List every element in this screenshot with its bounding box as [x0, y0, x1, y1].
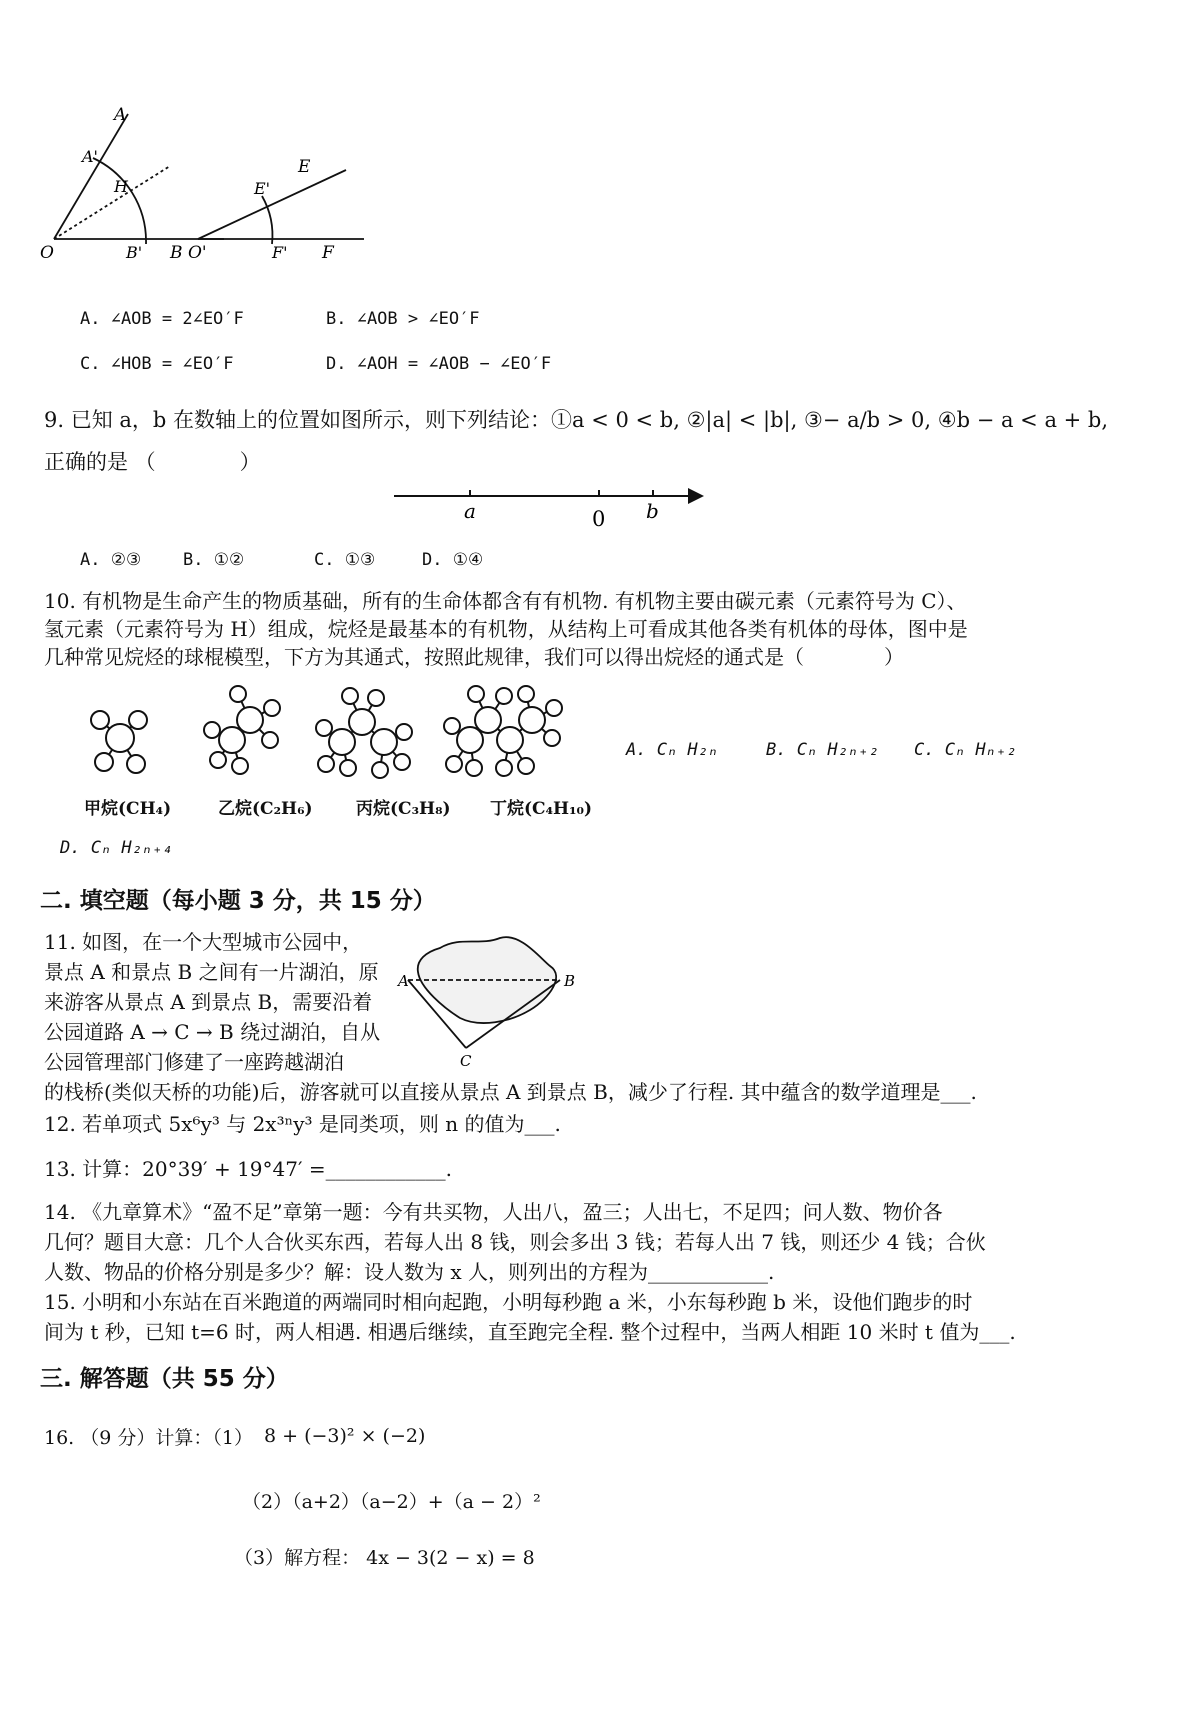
- section-2-title: 二. 填空题（每小题 3 分，共 15 分）: [40, 888, 436, 914]
- label-e: E: [298, 157, 311, 177]
- ethane-label: 乙烷(C₂H₆): [218, 799, 313, 819]
- angle-aob-figure: [54, 114, 224, 244]
- q8-figure: [30, 100, 390, 270]
- q9-option-b: B. ①②: [183, 550, 245, 570]
- q14-line2: 几何？题目大意：几个人合伙买东西，若每人出 8 钱，则会多出 3 钱；若每人出 7 钱，则还少 4 钱；合伙: [44, 1230, 986, 1254]
- q8-option-c: C. ∠HOB = ∠EO′F: [80, 354, 234, 374]
- label-o-prime: O': [188, 243, 207, 263]
- label-a: A: [114, 105, 127, 125]
- lake-label-b: B: [564, 972, 576, 990]
- label-a-prime: A': [82, 147, 98, 166]
- q10-line1: 10. 有机物是生命产生的物质基础，所有的生命体都含有有机物. 有机物主要由碳元素（元素符号为 C）、: [44, 589, 967, 613]
- label-f-prime: F': [272, 243, 288, 262]
- lake-label-a: A: [398, 972, 409, 990]
- q14-line1: 14. 《九章算术》“盈不足”章第一题：今有共买物，人出八，盈三；人出七，不足四；问人数、物价各: [44, 1200, 943, 1224]
- label-o: O: [40, 243, 54, 263]
- q15-line1: 15. 小明和小东站在百米跑道的两端同时相向起跑，小明每秒跑 a 米，小东每秒跑 b 米，设他们跑步的时: [44, 1290, 973, 1314]
- label-b-prime: B': [126, 243, 143, 262]
- q12-text: 12. 若单项式 5x⁶y³ 与 2x³ⁿy³ 是同类项，则 n 的值为___.: [44, 1112, 561, 1136]
- label-b: B: [170, 243, 183, 263]
- q16-head: 16. （9 分）计算：（1）: [44, 1427, 253, 1449]
- q15-line2: 间为 t 秒，已知 t=6 时，两人相遇. 相遇后继续，直至跑完全程. 整个过程中，当两人相距 10 米时 t 值为___.: [44, 1320, 1016, 1344]
- numberline-a: a: [464, 499, 476, 523]
- lake-outline: [418, 937, 556, 1023]
- q9-text: 9. 已知 a，b 在数轴上的位置如图所示，则下列结论：①a < 0 < b, ②|a| < |b|, ③− a/b > 0, ④b − a < a + b,: [44, 408, 1109, 432]
- q10-option-b: B. Cₙ H₂ₙ₊₂: [766, 740, 879, 760]
- q10-option-d: D. Cₙ H₂ₙ₊₄: [60, 838, 173, 858]
- q11-line3: 来游客从景点 A 到景点 B，需要沿着: [44, 990, 373, 1014]
- butane-model: [444, 686, 562, 776]
- q14-line3: 人数、物品的价格分别是多少？解：设人数为 x 人，则列出的方程为____________.: [44, 1260, 775, 1284]
- q10-line3: 几种常见烷烃的球棍模型，下方为其通式，按照此规律，我们可以得出烷烃的通式是（ ）: [44, 645, 904, 669]
- q16-expr1: 8 + (−3)² × (−2): [264, 1425, 426, 1447]
- q10-line2: 氢元素（元素符号为 H）组成，烷烃是最基本的有机物，从结构上可看成其他各类有机体的母体，图中是: [44, 617, 968, 641]
- label-e-prime: E': [254, 179, 271, 198]
- propane-label: 丙烷(C₃H₈): [356, 799, 451, 819]
- q13-text: 13. 计算：20°39′ + 19°47′ =____________.: [44, 1157, 452, 1181]
- q16-part3: （3）解方程： 4x − 3(2 − x) = 8: [234, 1547, 535, 1569]
- q11-line2: 景点 A 和景点 B 之间有一片湖泊，原: [44, 960, 379, 984]
- lake-label-c: C: [460, 1052, 472, 1070]
- q8-option-b: B. ∠AOB > ∠EO′F: [326, 309, 480, 329]
- q8-option-a: A. ∠AOB = 2∠EO′F: [80, 309, 244, 329]
- q11-line1: 11. 如图，在一个大型城市公园中，: [44, 930, 363, 954]
- numberline-b: b: [646, 499, 659, 523]
- angle-eof-figure: [198, 170, 364, 244]
- q11-lake-figure: [400, 928, 590, 1068]
- q10-option-a: A. Cₙ H₂ₙ: [626, 740, 719, 760]
- q10-option-c: C. Cₙ Hₙ₊₂: [914, 740, 1017, 760]
- q9-option-c: C. ①③: [314, 550, 376, 570]
- methane-label: 甲烷(CH₄): [84, 799, 172, 819]
- butane-label: 丁烷(C₄H₁₀): [490, 799, 593, 819]
- propane-model: [316, 688, 412, 778]
- q11-last-line: 的栈桥(类似天桥的功能)后，游客就可以直接从景点 A 到景点 B，减少了行程. 其中蕴含的数学道理是___.: [44, 1080, 977, 1104]
- q9-option-d: D. ①④: [422, 550, 484, 570]
- q9-text-line2: 正确的是 （ ）: [44, 450, 261, 474]
- q9-option-a: A. ②③: [80, 550, 142, 570]
- label-f: F: [322, 243, 334, 263]
- q16-part2: （2）（a+2）（a−2）+（a − 2）²: [242, 1491, 541, 1513]
- methane-model: [91, 711, 147, 773]
- label-h: H: [114, 177, 128, 196]
- ethane-model: [204, 686, 280, 774]
- numberline-zero: 0: [592, 507, 606, 531]
- q8-option-d: D. ∠AOH = ∠AOB − ∠EO′F: [326, 354, 552, 374]
- q9-number-line: [390, 478, 710, 538]
- q11-line5: 公园管理部门修建了一座跨越湖泊: [44, 1050, 344, 1074]
- q10-molecules-figure: [80, 680, 620, 790]
- q11-line4: 公园道路 A → C → B 绕过湖泊，自从: [44, 1020, 381, 1044]
- section-3-title: 三. 解答题（共 55 分）: [40, 1366, 289, 1392]
